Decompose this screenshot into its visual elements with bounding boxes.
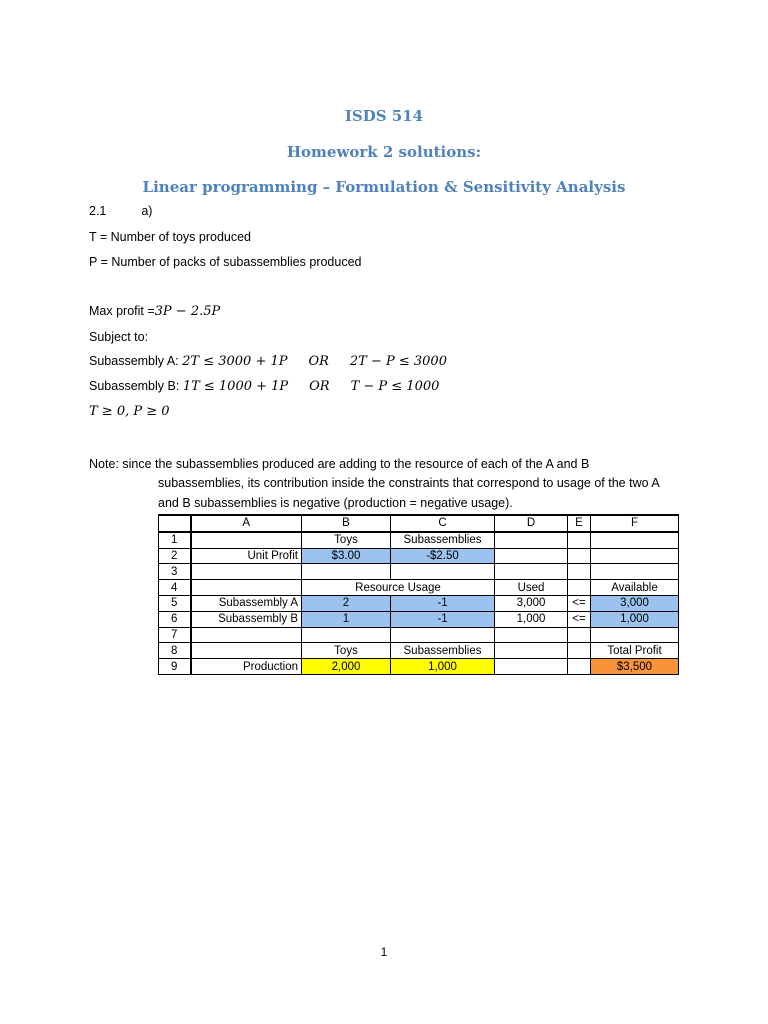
cell-a1	[191, 532, 302, 548]
cell-f4: Available	[591, 580, 679, 596]
row-number: 7	[159, 627, 191, 643]
table-row	[159, 595, 679, 611]
page-number: 1	[380, 945, 388, 959]
objective-expression: 3P − 2.5P	[154, 304, 221, 319]
table-row	[159, 580, 679, 596]
row-number: 8	[159, 643, 191, 659]
cell-b8: Toys	[302, 643, 391, 659]
column-header-d: D	[495, 515, 568, 532]
cell-e8	[568, 643, 591, 659]
problem-number: 2.1	[89, 204, 107, 218]
cell-d7	[495, 627, 568, 643]
cell-a8	[191, 643, 302, 659]
definition-t: T = Number of toys produced	[89, 230, 252, 244]
cell-d2	[495, 548, 568, 564]
cell-c6: -1	[391, 611, 495, 627]
cell-d3	[495, 564, 568, 580]
cell-f8: Total Profit	[591, 643, 679, 659]
cell-f5: 3,000	[591, 595, 679, 611]
row-number: 1	[159, 532, 191, 548]
topic-title: Linear programming – Formulation & Sensitivity Analysis	[142, 178, 626, 196]
objective-label: Max profit =	[89, 304, 155, 318]
cell-b2: $3.00	[302, 548, 391, 564]
cell-f9: $3,500	[591, 659, 679, 675]
cell-e3	[568, 564, 591, 580]
constraint-b-expression: 1T ≤ 1000 + 1P	[182, 379, 289, 394]
objective-line	[89, 304, 220, 319]
cell-e1	[568, 532, 591, 548]
constraint-b-or: OR	[309, 379, 330, 394]
row-number: 9	[159, 659, 191, 675]
cell-a7	[191, 627, 302, 643]
constraint-a-alternative: 2T − P ≤ 3000	[349, 354, 447, 369]
row-number: 4	[159, 580, 191, 596]
cell-a2: Unit Profit	[191, 548, 302, 564]
table-row	[159, 564, 679, 580]
column-header-e: E	[568, 515, 591, 532]
cell-c1: Subassemblies	[391, 532, 495, 548]
note-line-2: subassemblies, its contribution inside the constraints that correspond to usage of the two A	[158, 476, 660, 490]
cell-b3	[302, 564, 391, 580]
table-row	[159, 659, 679, 675]
cell-b5: 2	[302, 595, 391, 611]
row-number: 3	[159, 564, 191, 580]
cell-c7	[391, 627, 495, 643]
constraint-b-alternative: T − P ≤ 1000	[350, 379, 440, 394]
column-header-c: C	[391, 515, 495, 532]
course-title: ISDS 514	[344, 107, 424, 125]
cell-e6: <=	[568, 611, 591, 627]
cell-b1: Toys	[302, 532, 391, 548]
cell-a4	[191, 580, 302, 596]
cell-d9	[495, 659, 568, 675]
nonnegativity-constraint: T ≥ 0, P ≥ 0	[89, 404, 170, 419]
spreadsheet-table	[158, 514, 679, 675]
problem-number-line	[89, 204, 152, 218]
cell-d1	[495, 532, 568, 548]
table-row	[159, 627, 679, 643]
column-header-row	[159, 515, 679, 532]
cell-f1	[591, 532, 679, 548]
cell-e2	[568, 548, 591, 564]
cell-a9: Production	[191, 659, 302, 675]
cell-b9: 2,000	[302, 659, 391, 675]
note-line-3: and B subassemblies is negative (production = negative usage).	[158, 496, 513, 510]
row-number: 5	[159, 595, 191, 611]
cell-f2	[591, 548, 679, 564]
table-row	[159, 643, 679, 659]
constraint-a-expression: 2T ≤ 3000 + 1P	[182, 354, 288, 369]
cell-e4	[568, 580, 591, 596]
cell-d4: Used	[495, 580, 568, 596]
cell-e9	[568, 659, 591, 675]
cell-f3	[591, 564, 679, 580]
cell-d6: 1,000	[495, 611, 568, 627]
cell-c2: -$2.50	[391, 548, 495, 564]
note-line-1: Note: since the subassemblies produced are adding to the resource of each of the A and B	[89, 457, 590, 471]
cell-c5: -1	[391, 595, 495, 611]
constraint-a-or: OR	[308, 354, 329, 369]
column-header-b: B	[302, 515, 391, 532]
definition-p: P = Number of packs of subassemblies produced	[89, 255, 362, 269]
cell-f7	[591, 627, 679, 643]
cell-c3	[391, 564, 495, 580]
cell-c8: Subassemblies	[391, 643, 495, 659]
cell-d5: 3,000	[495, 595, 568, 611]
row-number: 2	[159, 548, 191, 564]
column-header-a: A	[191, 515, 302, 532]
column-header-f: F	[591, 515, 679, 532]
constraint-a-line	[89, 354, 447, 369]
cell-b6: 1	[302, 611, 391, 627]
problem-part: a)	[141, 204, 153, 218]
row-number: 6	[159, 611, 191, 627]
constraint-b-line	[89, 379, 439, 394]
cell-b7	[302, 627, 391, 643]
cell-c9: 1,000	[391, 659, 495, 675]
constraint-b-label: Subassembly B:	[89, 379, 180, 393]
cell-e7	[568, 627, 591, 643]
corner-cell	[159, 515, 191, 532]
subject-to-label: Subject to:	[89, 330, 149, 344]
cell-d8	[495, 643, 568, 659]
document-subtitle: Homework 2 solutions:	[286, 143, 482, 161]
constraint-a-label: Subassembly A:	[89, 354, 179, 368]
resource-usage-header: Resource Usage	[302, 580, 495, 596]
cell-a5: Subassembly A	[191, 595, 302, 611]
table-row	[159, 611, 679, 627]
cell-e5: <=	[568, 595, 591, 611]
cell-f6: 1,000	[591, 611, 679, 627]
cell-a6: Subassembly B	[191, 611, 302, 627]
cell-a3	[191, 564, 302, 580]
table-row	[159, 532, 679, 548]
table-row	[159, 548, 679, 564]
